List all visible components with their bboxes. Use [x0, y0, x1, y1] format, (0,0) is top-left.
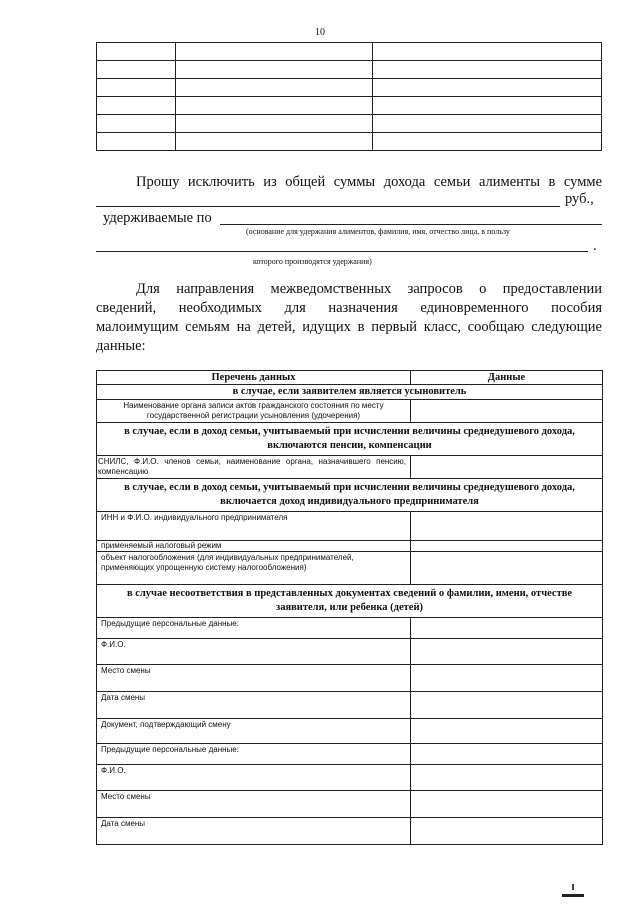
value-cell-doc[interactable]: [411, 719, 603, 744]
row-label-fio-2: Ф.И.О.: [97, 765, 411, 791]
table-row: [97, 618, 603, 639]
value-cell-fio-1[interactable]: [411, 639, 603, 665]
table-row: [97, 43, 602, 61]
table-row: [97, 115, 602, 133]
row-label-prev-1: Предыдущие персональные данные:: [97, 618, 411, 639]
col-header-list: Перечень данных: [97, 371, 411, 385]
table-cell[interactable]: [97, 43, 176, 61]
value-cell-inn[interactable]: [411, 512, 603, 541]
row-label-date-2: Дата смены: [97, 818, 411, 845]
table-cell[interactable]: [176, 43, 373, 61]
table-row: [97, 552, 603, 585]
table-row: [97, 512, 603, 541]
table-cell[interactable]: [373, 115, 602, 133]
withholding-basis-field[interactable]: [220, 224, 602, 225]
table-row: [97, 692, 603, 719]
table-cell[interactable]: [97, 133, 176, 151]
alimony-request-line: Прошу исключить из общей суммы дохода семьи алименты в сумме: [136, 174, 602, 190]
row-label-tax-mode: применяемый налоговый режим: [97, 541, 411, 552]
row-label-fio-1: Ф.И.О.: [97, 639, 411, 665]
value-cell-tax-mode[interactable]: [411, 541, 603, 552]
section-mismatch: в случае несоответствия в представленных документах сведений о фамилии, имени, отчестве заявителя, или ребенка (детей): [97, 585, 603, 618]
table-cell[interactable]: [97, 97, 176, 115]
row-label-registry: Наименование органа записи актов гражданского состояния по месту государственной регистрации усыновления (удочерения): [97, 400, 411, 423]
period-mark: .: [593, 238, 597, 254]
row-label-prev-2: Предыдущие персональные данные:: [97, 744, 411, 765]
data-table: [96, 370, 603, 845]
row-label-inn: ИНН и Ф.И.О. индивидуального предпринимателя: [97, 512, 411, 541]
request-line-3: малоимущим семьям на детей, идущих в первый класс, сообщаю следующие: [96, 319, 602, 335]
table-row: [97, 541, 603, 552]
table-row: [97, 744, 603, 765]
row-label-date-1: Дата смены: [97, 692, 411, 719]
value-cell-snils[interactable]: [411, 456, 603, 479]
row-label-snils: СНИЛС, Ф.И.О. членов семьи, наименование органа, назначившего пенсию, компенсацию: [97, 456, 411, 479]
table-cell[interactable]: [373, 61, 602, 79]
row-label-doc: Документ, подтверждающий смену: [97, 719, 411, 744]
value-cell-fio-2[interactable]: [411, 765, 603, 791]
withholding-note-1: (основание для удержания алиментов, фамилия, имя, отчество лица, в пользу: [246, 227, 510, 236]
table-cell[interactable]: [97, 61, 176, 79]
section-row: [97, 479, 603, 512]
table-row: [97, 765, 603, 791]
row-label-place-1: Место смены: [97, 665, 411, 692]
withheld-label: удерживаемые по: [103, 210, 212, 226]
table-row: [97, 400, 603, 423]
table-cell[interactable]: [373, 97, 602, 115]
recipient-field[interactable]: [96, 251, 588, 252]
section-row: [97, 423, 603, 456]
scan-artifact: [572, 884, 574, 890]
row-label-tax-object: объект налогообложения (для индивидуальных предпринимателей, применяющих упрощенную систему налогообложения): [97, 552, 411, 585]
value-cell-prev-1[interactable]: [411, 618, 603, 639]
section-row: [97, 385, 603, 400]
scan-artifact: [562, 894, 584, 897]
value-cell-place-1[interactable]: [411, 665, 603, 692]
request-line-4: данные:: [96, 338, 146, 354]
table-cell[interactable]: [373, 79, 602, 97]
table-row: [97, 133, 602, 151]
value-cell-tax-object[interactable]: [411, 552, 603, 585]
top-blank-table: [96, 42, 602, 151]
value-cell-date-2[interactable]: [411, 818, 603, 845]
table-header-row: [97, 371, 603, 385]
value-cell-registry[interactable]: [411, 400, 603, 423]
value-cell-place-2[interactable]: [411, 791, 603, 818]
table-cell[interactable]: [176, 97, 373, 115]
alimony-amount-field[interactable]: [96, 206, 560, 207]
table-row: [97, 665, 603, 692]
row-label-place-2: Место смены: [97, 791, 411, 818]
table-row: [97, 639, 603, 665]
table-cell[interactable]: [176, 115, 373, 133]
table-cell[interactable]: [97, 115, 176, 133]
table-cell[interactable]: [176, 79, 373, 97]
request-line-1: Для направления межведомственных запросов о предоставлении: [136, 281, 602, 297]
table-row: [97, 61, 602, 79]
rub-label: руб.,: [565, 191, 594, 207]
value-cell-date-1[interactable]: [411, 692, 603, 719]
page-number: 10: [315, 27, 325, 38]
section-adopter: в случае, если заявителем является усыновитель: [97, 385, 603, 400]
value-cell-prev-2[interactable]: [411, 744, 603, 765]
table-row: [97, 719, 603, 744]
request-line-2: сведений, необходимых для назначения единовременного пособия: [96, 300, 602, 316]
table-row: [97, 791, 603, 818]
table-row: [97, 97, 602, 115]
withholding-note-2: которого производятся удержания): [253, 257, 372, 266]
section-business: в случае, если в доход семьи, учитываемый при исчислении величины среднедушевого дохода, включается доход индивидуального предпринимателя: [97, 479, 603, 512]
table-row: [97, 79, 602, 97]
table-cell[interactable]: [97, 79, 176, 97]
section-pension: в случае, если в доход семьи, учитываемый при исчислении величины среднедушевого дохода, включаются пенсии, компенсации: [97, 423, 603, 456]
table-cell[interactable]: [176, 61, 373, 79]
table-row: [97, 456, 603, 479]
table-row: [97, 818, 603, 845]
table-cell[interactable]: [176, 133, 373, 151]
section-row: [97, 585, 603, 618]
table-cell[interactable]: [373, 133, 602, 151]
table-cell[interactable]: [373, 43, 602, 61]
col-header-data: Данные: [411, 371, 603, 385]
